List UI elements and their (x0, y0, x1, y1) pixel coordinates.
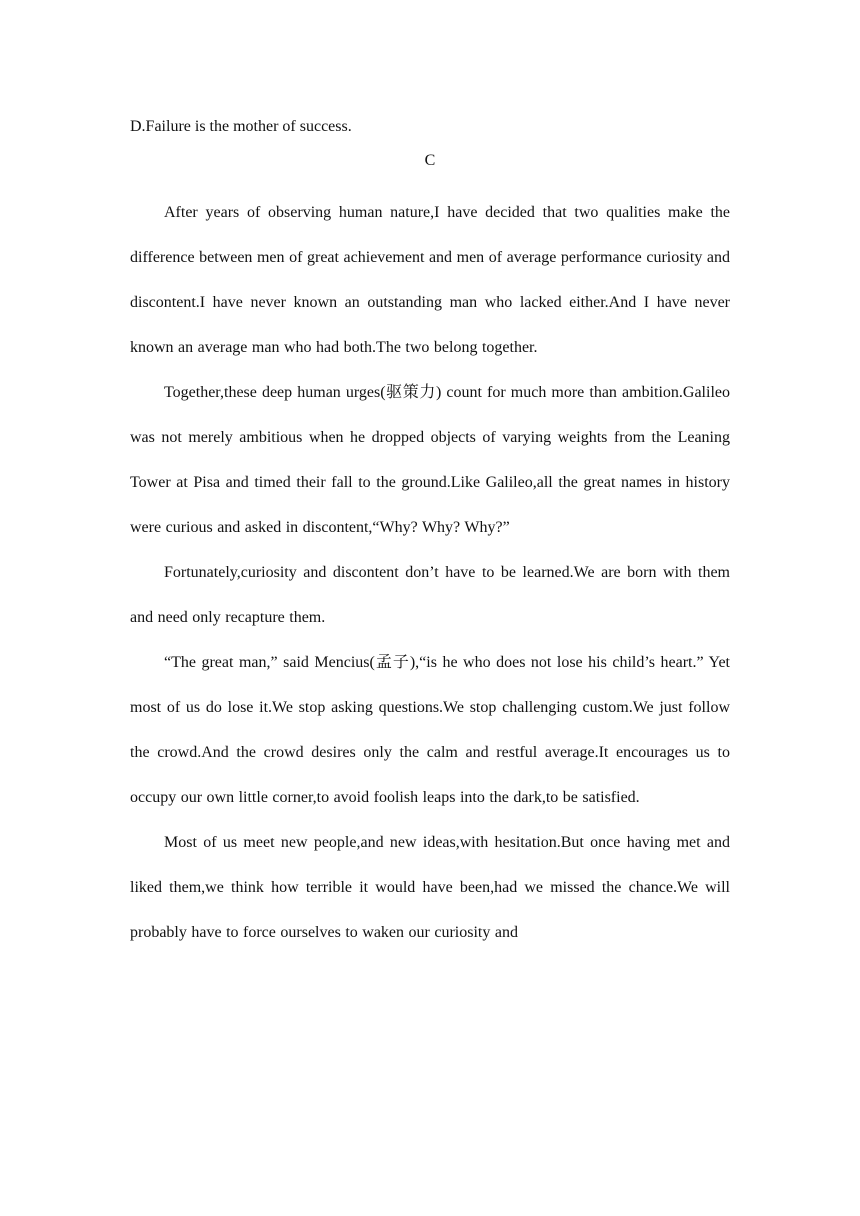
section-heading: C (424, 152, 436, 169)
paragraph: “The great man,” said Mencius(孟子),“is he who does not lose his child’s heart.” Yet most of us do lose it.We stop asking questions.We stop challenging custom.We just follow the crowd.And the crowd desires only the calm and restful average.It encourages us to occupy our own little corner,to avoid foolish leaps into the dark,to be satisfied. (130, 654, 730, 806)
paragraph: Fortunately,curiosity and discontent don’t have to be learned.We are born with them and need only recapture them. (130, 564, 730, 626)
paragraph: After years of observing human nature,I have decided that two qualities make the difference between men of great achievement and men of average performance curiosity and discontent.I have never known an outstanding man who lacked either.And I have never known an average man who had both.The two belong together. (130, 204, 730, 356)
answer-option-d: D.Failure is the mother of success. (130, 118, 352, 135)
paragraph: Together,these deep human urges(驱策力) count for much more than ambition.Galileo was not merely ambitious when he dropped objects of varying weights from the Leaning Tower at Pisa and timed their fall to the ground.Like Galileo,all the great names in history were curious and asked in discontent,“Why? Why? Why?” (130, 384, 730, 536)
paragraph: Most of us meet new people,and new ideas,with hesitation.But once having met and liked them,we think how terrible it would have been,had we missed the chance.We will probably have to force ourselves to waken our curiosity and (130, 834, 730, 941)
passage-body (130, 190, 730, 955)
